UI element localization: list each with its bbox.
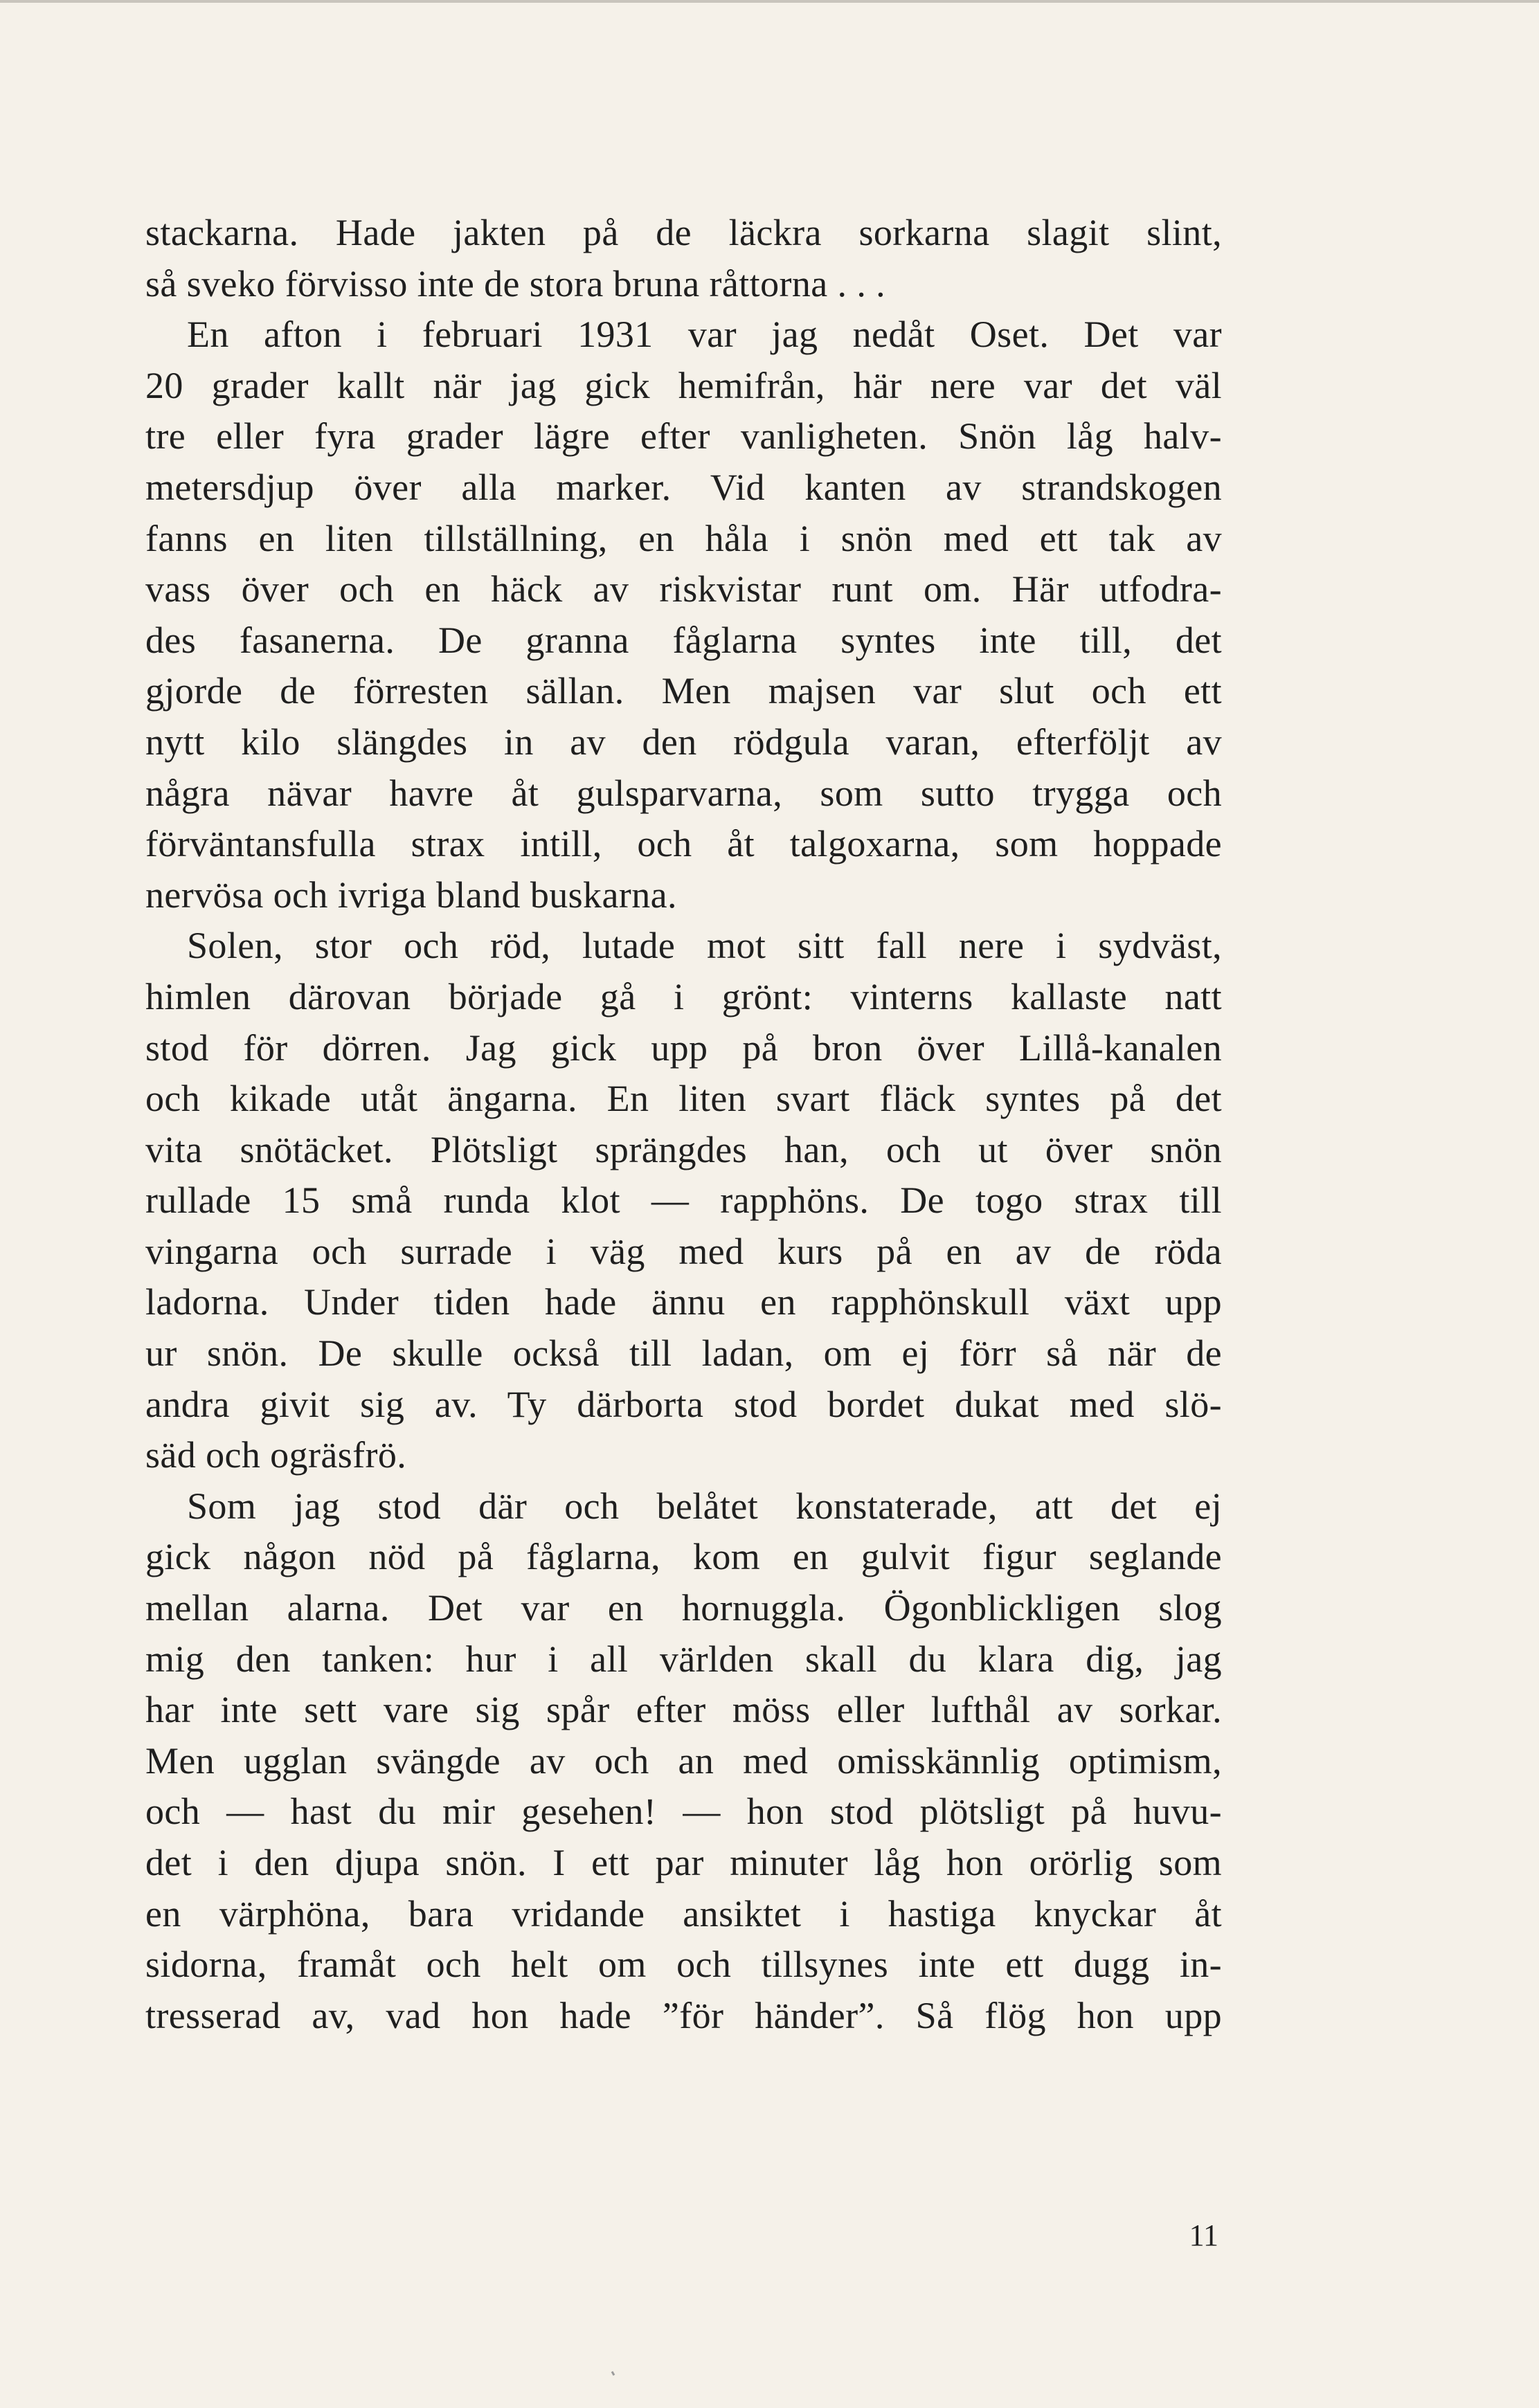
- text-line: och kikade utåt ängarna. En liten svart fläck syntes på det: [145, 1078, 1222, 1120]
- text-line: rullade 15 små runda klot — rapphöns. De togo strax till: [145, 1179, 1222, 1222]
- text-line: ur snön. De skulle också till ladan, om ej förr så när de: [145, 1332, 1222, 1375]
- body-text: [145, 208, 1222, 2041]
- text-line: Som jag stod där och belåtet konstaterade, att det ej: [187, 1485, 1222, 1527]
- scan-speck: [611, 2371, 615, 2376]
- text-line: vita snötäcket. Plötsligt sprängdes han, och ut över snön: [145, 1128, 1222, 1170]
- text-line: gick någon nöd på fåglarna, kom en gulvit figur seglande: [145, 1536, 1222, 1578]
- page-top-edge: [0, 0, 1539, 3]
- text-line: mellan alarna. Det var en hornuggla. Ögonblickligen slog: [145, 1587, 1222, 1629]
- text-line: nervösa och ivriga bland buskarna.: [145, 873, 677, 916]
- text-line: och — hast du mir gesehen! — hon stod plötsligt på huvu-: [145, 1791, 1222, 1833]
- text-line: stackarna. Hade jakten på de läckra sorkarna slagit slint,: [145, 212, 1222, 253]
- text-line: gjorde de förresten sällan. Men majsen var slut och ett: [145, 670, 1222, 712]
- text-line: tre eller fyra grader lägre efter vanligheten. Snön låg halv-: [145, 415, 1222, 458]
- text-line: ladorna. Under tiden hade ännu en rapphönskull växt upp: [145, 1281, 1222, 1323]
- text-line: förväntansfulla strax intill, och åt talgoxarna, som hoppade: [145, 823, 1222, 865]
- text-line: mig den tanken: hur i all världen skall du klara dig, jag: [145, 1638, 1222, 1680]
- text-line: Solen, stor och röd, lutade mot sitt fall nere i sydväst,: [187, 925, 1222, 967]
- text-line: En afton i februari 1931 var jag nedåt Oset. Det var: [187, 314, 1222, 356]
- text-line: tresserad av, vad hon hade ”för händer”. Så flög hon upp: [145, 1994, 1222, 2036]
- text-line: så sveko förvisso inte de stora bruna råttorna . . .: [145, 262, 886, 305]
- text-line: Men ugglan svängde av och an med omisskännlig optimism,: [145, 1739, 1222, 1782]
- text-line: andra givit sig av. Ty därborta stod bordet dukat med slö-: [145, 1383, 1222, 1425]
- text-line: sidorna, framåt och helt om och tillsynes inte ett dugg in-: [145, 1944, 1222, 1986]
- text-line: det i den djupa snön. I ett par minuter låg hon orörlig som: [145, 1842, 1222, 1883]
- text-line: har inte sett vare sig spår efter möss eller lufthål av sorkar.: [145, 1689, 1222, 1731]
- text-line: des fasanerna. De granna fåglarna syntes inte till, det: [145, 619, 1222, 661]
- text-line: vingarna och surrade i väg med kurs på en av de röda: [145, 1230, 1222, 1272]
- text-line: nytt kilo slängdes in av den rödgula varan, efterföljt av: [145, 721, 1222, 763]
- page-number: 11: [1189, 2218, 1218, 2252]
- text-line: vass över och en häck av riskvistar runt om. Här utfodra-: [145, 568, 1222, 610]
- text-line: metersdjup över alla marker. Vid kanten av strandskogen: [145, 466, 1222, 508]
- text-line: stod för dörren. Jag gick upp på bron över Lillå-kanalen: [145, 1026, 1222, 1069]
- text-line: säd och ogräsfrö.: [145, 1434, 407, 1476]
- text-line: himlen därovan började gå i grönt: vinterns kallaste natt: [145, 975, 1222, 1017]
- text-line: fanns en liten tillställning, en håla i snön med ett tak av: [145, 517, 1222, 559]
- text-line: en värphöna, bara vridande ansiktet i hastiga knyckar åt: [145, 1892, 1222, 1935]
- text-line: några nävar havre åt gulsparvarna, som sutto trygga och: [145, 772, 1222, 814]
- text-line: 20 grader kallt när jag gick hemifrån, här nere var det väl: [145, 364, 1222, 406]
